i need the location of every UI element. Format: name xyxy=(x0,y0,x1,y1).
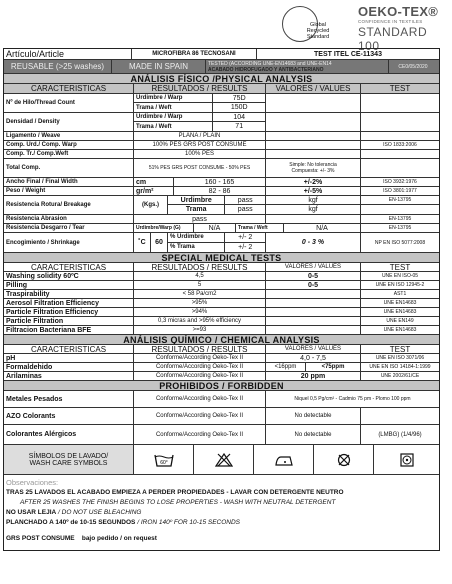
formaldehyde-value-2: <75ppm xyxy=(306,363,361,371)
thread-row xyxy=(4,94,439,113)
allergenic-label: Colorantes Alérgicos xyxy=(4,425,134,444)
no-bleach-icon xyxy=(194,445,254,474)
width-row xyxy=(4,178,439,187)
metals-label: Metales Pesados xyxy=(4,391,134,407)
reusable-row xyxy=(4,60,439,74)
medical-name: Particle Filtration xyxy=(4,317,134,325)
tear-weft-label: Trama / Weft xyxy=(236,224,284,232)
medical-rows xyxy=(4,272,439,335)
weft-label: Trama / Weft xyxy=(134,122,213,131)
breakage-weft-label: Trama xyxy=(168,205,225,214)
ph-row xyxy=(4,354,439,363)
grs-logo-text: Global Recycled Standard xyxy=(306,22,330,40)
medical-row xyxy=(4,299,439,308)
formaldehyde-row xyxy=(4,363,439,372)
comp-warp-row xyxy=(4,141,439,150)
reusable-text: REUSABLE (>25 washes) xyxy=(4,60,112,73)
allergenic-test: (LMBG) (1/4/96) xyxy=(378,431,422,438)
abrasion-row xyxy=(4,215,439,224)
medical-result: >94% xyxy=(134,308,266,316)
medical-name: Filtracion Bacteriana BFE xyxy=(4,326,134,334)
azo-result: Conforme/According Oeko-Tex II xyxy=(134,408,266,424)
chem-col-test: TEST xyxy=(389,345,411,353)
density-weft-value: 71 xyxy=(235,123,244,131)
medical-title: SPECIAL MEDICAL TESTS xyxy=(4,253,439,262)
observations-line-3a: NO USAR LEJIA xyxy=(6,509,57,516)
shrinkage-test: NP EN ISO 5077:2008 xyxy=(374,239,426,246)
medical-col-test: TEST xyxy=(389,263,411,271)
medical-value xyxy=(266,308,361,316)
medical-test: UNE EN14683 xyxy=(383,300,417,306)
azo-row xyxy=(4,408,439,425)
formaldehyde-test: UNE EN ISO 14184-1:1999 xyxy=(369,364,431,370)
azo-label: AZO Colorants xyxy=(4,408,134,424)
ph-test: UNE EN ISO 3071/06 xyxy=(375,355,425,361)
density-warp-value: 104 xyxy=(233,113,246,121)
allergenic-result: Conforme/According Oeko-Tex II xyxy=(134,425,266,444)
thread-warp-value: 75D xyxy=(232,94,246,102)
wash-60-icon xyxy=(134,445,194,474)
chem-title: ANÁLISIS QUÍMICO / CHEMICAL ANALYSIS xyxy=(4,335,439,344)
shrinkage-deg: ˚C xyxy=(134,233,151,252)
oeko-tex-brand: OEKO-TEX® xyxy=(358,4,439,19)
width-value: 160 - 165 xyxy=(174,178,266,186)
arylamines-result: Conforme/According Oeko-Tex II xyxy=(134,372,266,380)
care-symbols-row xyxy=(4,445,439,475)
medical-col-results: RESULTADOS / RESULTS xyxy=(134,263,266,271)
density-row xyxy=(4,113,439,132)
thread-weft-value: 150D xyxy=(230,104,248,112)
observations-line-2: AFTER 25 WASHES THE FINISH BEGINS TO LOSE PROPERTIES - WASH WITH NEUTRAL DETERGENT xyxy=(20,499,336,506)
medical-result: < 58 Pa/cm2 xyxy=(134,290,266,298)
article-label: Artículo/Article xyxy=(4,49,132,59)
tolerance-simple: Simple: No tolerancia xyxy=(289,162,337,168)
tolerance-compound: Compuesta: +/- 3% xyxy=(291,168,335,174)
medical-row xyxy=(4,317,439,326)
medical-result: 4,5 xyxy=(134,272,266,280)
shrinkage-row xyxy=(4,233,439,253)
observations-line-4a: PLANCHADO A 140º de 10-15 SEGUNDOS xyxy=(6,519,136,526)
medical-value: 0-5 xyxy=(266,272,361,280)
medical-col-characteristics: CARACTERISTICAS xyxy=(4,263,134,271)
weight-test: ISO 3801:1977 xyxy=(383,188,417,194)
medical-result: >95% xyxy=(134,299,266,307)
medical-name: Pilling xyxy=(4,281,134,289)
observations-line-3b: / DO NOT USE BLEACHING xyxy=(56,509,142,516)
medical-name: Traspirability xyxy=(4,290,134,298)
observations-line-5a: GRS POST CONSUME xyxy=(6,535,75,542)
comp-warp-label: Comp. Urd./ Comp. Warp xyxy=(4,141,134,149)
medical-name: Particle Filtration Efficiency xyxy=(4,308,134,316)
tested-cell xyxy=(206,60,389,73)
medical-row xyxy=(4,308,439,317)
iron-low-icon xyxy=(254,445,314,474)
medical-result: 0,3 micras and >95% efficiency xyxy=(134,317,266,325)
medical-name: Washing solidity 60ºC xyxy=(4,272,134,280)
phys-title: ANÁLISIS FÍSICO /PHYSICAL ANALYSIS xyxy=(4,74,439,83)
oeko-tex-tagline: CONFIDENCE IN TEXTILES xyxy=(358,19,423,24)
ph-result: Conforme/According Oeko-Tex II xyxy=(134,354,266,362)
breakage-weft-unit: kgf xyxy=(308,206,318,214)
comp-warp-value: 100% PES GRS POST CONSUME xyxy=(134,141,266,149)
col-characteristics: CARACTERISTICAS xyxy=(4,84,134,93)
observations-line-4b: / IRON 140º FOR 10-15 SECONDS xyxy=(135,519,241,526)
ligament-value: PLANA / PLAIN xyxy=(134,132,266,140)
breakage-test: EN-13795 xyxy=(388,197,412,204)
weight-label: Peso / Weight xyxy=(4,187,134,195)
tumble-dry-icon xyxy=(374,445,439,474)
medical-test: UNE EN14683 xyxy=(383,309,417,315)
metals-row xyxy=(4,391,439,408)
observations-line-1: TRAS 25 LAVADOS EL ACABADO EMPIEZA A PERDER PROPIEDADES - LAVAR CON DETERGENTE NEUTRO xyxy=(6,489,344,496)
made-in: MADE IN SPAIN xyxy=(112,60,206,73)
weft-label: Trama / Weft xyxy=(134,103,213,112)
chem-col-values: VALORES / VALUES xyxy=(266,345,361,353)
chem-col-characteristics: CARACTERISTICAS xyxy=(4,345,134,353)
formaldehyde-value-1: <16ppm xyxy=(266,363,306,371)
metals-value: Niquel 0,5 Pg/cm² - Cadmio 75 pm - Plomo 100 ppm xyxy=(294,396,411,402)
ce-ref: CE0/05/2020 xyxy=(398,63,428,70)
care-label-es: SÍMBOLOS DE LAVADO/ xyxy=(28,452,109,460)
shrinkage-warp-tol: +/- 2 xyxy=(238,233,253,241)
allergenic-value: No detectable xyxy=(266,425,361,444)
medical-row xyxy=(4,290,439,299)
finish-line: ACABADO HIDROFUGADO Y ANTIBACTERIANO xyxy=(208,66,324,73)
breakage-row xyxy=(4,196,439,215)
breakage-warp-label: Urdimbre xyxy=(168,196,225,204)
width-test: ISO 3932:1976 xyxy=(383,179,417,185)
tear-warp-value: N/A xyxy=(194,224,236,232)
azo-value: No detectable xyxy=(266,408,361,424)
comp-weft-value: 100% PES xyxy=(134,150,266,158)
abrasion-test: EN-13795 xyxy=(388,216,412,222)
weight-value: 82 - 86 xyxy=(174,187,266,195)
medical-col-values: VALORES / VALUES xyxy=(266,263,361,271)
forbidden-title: PROHIBIDOS / FORBIDDEN xyxy=(4,381,439,390)
spec-sheet xyxy=(3,48,440,551)
arylamines-test: UNE 2002/61/CE xyxy=(380,373,420,379)
comp-weft-row xyxy=(4,150,439,159)
breakage-warp-unit: kgf xyxy=(308,196,318,204)
breakage-weft-value: pass xyxy=(237,206,253,214)
allergenic-row xyxy=(4,425,439,445)
width-unit: cm xyxy=(134,178,174,186)
medical-result: 5 xyxy=(134,281,266,289)
tear-weft-value: N/A xyxy=(284,224,361,232)
observations-title: Observaciones: xyxy=(6,478,59,487)
shrinkage-range: 0 - 3 % xyxy=(266,233,361,252)
total-comp-label: Total Comp. xyxy=(4,159,134,177)
col-test: TEST xyxy=(361,84,439,93)
chem-col-results: RESULTADOS / RESULTS xyxy=(134,345,266,353)
ligament-label: Ligamento / Weave xyxy=(4,132,134,140)
total-comp-row xyxy=(4,159,439,178)
article-name: MICROFIBRA 86 TECNOSANI xyxy=(132,49,257,59)
comp-weft-label: Comp. Tr./ Comp.Weft xyxy=(4,150,134,158)
medical-result: >=93 xyxy=(134,326,266,334)
arylamines-value: 20 ppm xyxy=(266,372,361,380)
formaldehyde-label: Formaldehido xyxy=(4,363,134,371)
col-results: RESULTADOS / RESULTS xyxy=(134,84,266,93)
medical-value xyxy=(266,326,361,334)
breakage-unit: (Kgs.) xyxy=(134,196,168,214)
shrinkage-warp-label: % Urdimbre xyxy=(168,233,225,242)
ligament-row xyxy=(4,132,439,141)
weight-tolerance: +/-5% xyxy=(266,187,361,195)
medical-test: AST1 xyxy=(393,291,407,297)
tear-row xyxy=(4,224,439,233)
medical-value: 0-5 xyxy=(266,281,361,289)
medical-header-row xyxy=(4,263,439,272)
medical-test: UNE EN ISO 12945-2 xyxy=(375,282,425,288)
care-label-en: WASH CARE SYMBOLS xyxy=(29,459,108,467)
comp-warp-test: ISO 1833:2006 xyxy=(383,142,417,148)
breakage-label: Resistencia Rotura/ Breakage xyxy=(4,196,134,214)
thread-label: Nº de Hilo/Thread Count xyxy=(4,94,134,112)
no-dryclean-icon xyxy=(314,445,374,474)
warp-label: Urdimbre / Warp xyxy=(134,113,213,121)
phys-header-row xyxy=(4,84,439,94)
abrasion-label: Resistencia Abrasion xyxy=(4,215,134,223)
arylamines-label: Arilaminas xyxy=(4,372,134,380)
forbidden-title-row xyxy=(4,381,439,391)
svg-text:60°: 60° xyxy=(159,459,168,466)
medical-test: UNE EN14683 xyxy=(383,327,417,333)
observations-line-5b: bajo pedido / on request xyxy=(74,535,157,542)
medical-value xyxy=(266,290,361,298)
chem-header-row xyxy=(4,345,439,354)
arylamines-row xyxy=(4,372,439,381)
ph-value: 4,0 - 7,5 xyxy=(266,354,361,362)
tested-line: TESTED (ACCORDING UNE-EN14683 and UNE-EN14 xyxy=(208,60,332,67)
observations xyxy=(4,475,439,550)
breakage-warp-value: pass xyxy=(237,196,253,204)
medical-test: UNE EN ISO-05 xyxy=(381,273,419,279)
tear-label: Resistencia Desgarro / Tear xyxy=(4,224,134,232)
header xyxy=(0,0,452,53)
medical-row xyxy=(4,272,439,281)
ph-label: pH xyxy=(4,354,134,362)
tear-test: EN-13795 xyxy=(388,225,412,231)
col-values: VALORES / VALUES xyxy=(266,84,361,93)
medical-test: UNE EN149 xyxy=(386,318,414,324)
medical-value xyxy=(266,317,361,325)
medical-row xyxy=(4,281,439,290)
metals-result: Conforme/According Oeko-Tex II xyxy=(134,391,266,407)
tear-warp-label: Urdimbre/Warp (G) xyxy=(134,224,194,232)
medical-title-row xyxy=(4,253,439,263)
phys-title-row xyxy=(4,74,439,84)
weight-row xyxy=(4,187,439,196)
density-label: Densidad / Density xyxy=(4,113,134,131)
article-row xyxy=(4,49,439,60)
width-label: Ancho Final / Final Width xyxy=(4,178,134,186)
oeko-tex-standard: STANDARD 100 xyxy=(358,25,428,53)
medical-name: Aerosol Filtration Efficiency xyxy=(4,299,134,307)
shrinkage-temp: 60 xyxy=(151,233,168,252)
chem-title-row xyxy=(4,335,439,345)
medical-row xyxy=(4,326,439,335)
weight-unit: gr/m² xyxy=(134,187,174,195)
shrinkage-weft-label: % Trama xyxy=(168,243,225,252)
width-tolerance: +/-2% xyxy=(266,178,361,186)
medical-value xyxy=(266,299,361,307)
total-comp-value: 51% PES GRS POST CONSUME - 50% PES xyxy=(134,159,266,177)
formaldehyde-result: Conforme/According Oeko-Tex II xyxy=(134,363,266,371)
test-ref: TEST ITEL CE-11343 xyxy=(314,50,382,58)
abrasion-value: pass xyxy=(134,215,266,223)
warp-label: Urdimbre / Warp xyxy=(134,94,213,102)
shrinkage-label: Encogimiento / Shrinkage xyxy=(4,233,134,252)
shrinkage-weft-tol: +/- 2 xyxy=(238,243,253,251)
